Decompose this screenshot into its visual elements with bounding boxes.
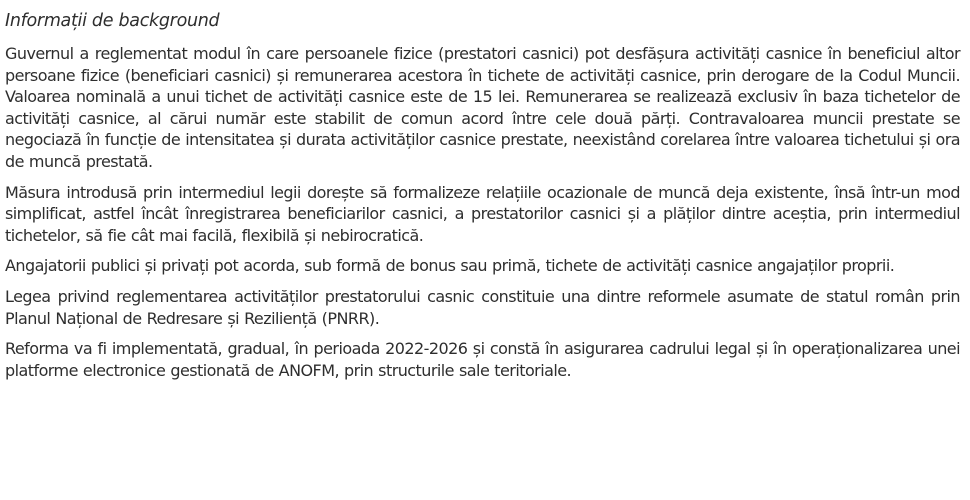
paragraph-implementation: Reforma va fi implementată, gradual, în perioada 2022-2026 și constă în asigurarea cadrului legal și în operaționalizarea unei platforme electronice gestionată de ANOFM, prin structurile sale teritoriale. — [5, 339, 960, 380]
paragraph-measure-purpose: Măsura introdusă prin intermediul legii dorește să formalizeze relațiile ocazionale de muncă deja existente, însă într-un mod simplificat, astfel încât înregistrarea beneficiarilor casnici, a prestatorilor casnici și a plăților dintre aceștia, prin intermediul tichetelor, să fie cât mai facilă, flexibilă și nebirocratică. — [5, 182, 960, 245]
paragraph-employers-bonus: Angajatorii publici și privați pot acorda, sub formă de bonus sau primă, tichete de activități casnice angajaților proprii. — [5, 256, 895, 276]
paragraph-pnrr-reform: Legea privind reglementarea activităților prestatorului casnic constituie una dintre reformele asumate de statul român prin Planul Național de Redresare și Reziliență (PNRR). — [5, 286, 960, 328]
document-body — [5, 9, 960, 390]
paragraph-household-vouchers: Guvernul a reglementat modul în care persoanele fizice (prestatori casnici) pot desfășura activități casnice în beneficiul altor persoane fizice (beneficiari casnici) și remunerarea acestora în tichete de activități casnice, prin derogare de la Codul Muncii. Valoarea nominală a unui tichet de activități casnice este de 15 lei. Remunerarea se realizează exclusiv în baza tichetelor de activități casnice, al cărui număr este stabilit de comun acord între cele două părți. Contravaloarea muncii prestate se negociază în funcție de intensitatea și durata activităților casnice prestate, neexistând corelarea între valoarea tichetului și ora de muncă prestată. — [5, 44, 960, 171]
section-title: Informații de background — [5, 11, 220, 31]
